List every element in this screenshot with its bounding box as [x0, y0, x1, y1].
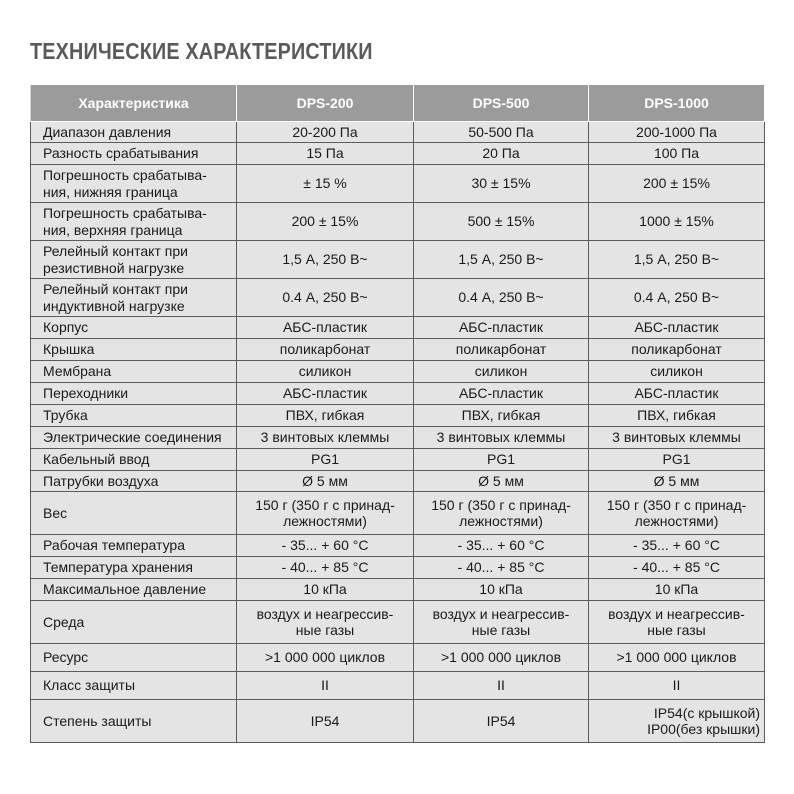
- row-value-dps-200: ± 15 %: [237, 165, 414, 203]
- table-row: [31, 122, 765, 143]
- row-label: Максимальное давление: [31, 579, 237, 601]
- row-value-dps-1000: Ø 5 мм: [589, 471, 765, 492]
- row-label: Степень защиты: [31, 700, 237, 743]
- row-label: Крышка: [31, 339, 237, 361]
- row-value-dps-1000: IP54(с крышкой) IP00(без крышки): [589, 700, 765, 743]
- table-row: [31, 165, 765, 203]
- row-label: Среда: [31, 601, 237, 644]
- row-value-dps-200: PG1: [237, 449, 414, 471]
- row-label: Корпус: [31, 317, 237, 339]
- row-value-dps-1000: АБС-пластик: [589, 383, 765, 405]
- row-label: Электрические соединения: [31, 427, 237, 449]
- row-label: Релейный контакт при резистивной нагрузке: [31, 241, 237, 279]
- row-value-dps-1000: - 40... + 85 °С: [589, 557, 765, 579]
- table-row: [31, 241, 765, 279]
- table-row: [31, 471, 765, 492]
- row-value-dps-200: АБС-пластик: [237, 383, 414, 405]
- row-value-dps-1000: 1,5 А, 250 В~: [589, 241, 765, 279]
- table-row: [31, 700, 765, 743]
- spec-table: [30, 84, 765, 743]
- table-row: [31, 535, 765, 557]
- row-label: Релейный контакт при индуктивной нагрузке: [31, 279, 237, 317]
- row-value-dps-1000: 0.4 А, 250 В~: [589, 279, 765, 317]
- row-value-dps-200: 15 Па: [237, 143, 414, 165]
- row-value-dps-500: 500 ± 15%: [414, 203, 589, 241]
- header-dps-1000: DPS-1000: [589, 85, 765, 122]
- row-value-dps-200: силикон: [237, 361, 414, 383]
- row-value-dps-1000: поликарбонат: [589, 339, 765, 361]
- row-label: Погрешность срабатыва- ния, нижняя граница: [31, 165, 237, 203]
- row-value-dps-200: II: [237, 672, 414, 700]
- table-row: [31, 672, 765, 700]
- row-label: Температура хранения: [31, 557, 237, 579]
- row-value-dps-500: 50-500 Па: [414, 122, 589, 143]
- row-value-dps-1000: силикон: [589, 361, 765, 383]
- row-label: Кабельный ввод: [31, 449, 237, 471]
- row-value-dps-1000: >1 000 000 циклов: [589, 644, 765, 672]
- row-value-dps-500: IP54: [414, 700, 589, 743]
- row-value-dps-1000: II: [589, 672, 765, 700]
- row-label: Диапазон давления: [31, 122, 237, 143]
- row-value-dps-500: поликарбонат: [414, 339, 589, 361]
- table-row: [31, 317, 765, 339]
- row-value-dps-200: 0.4 А, 250 В~: [237, 279, 414, 317]
- table-row: [31, 427, 765, 449]
- spec-table-body: [31, 122, 765, 743]
- row-value-dps-500: ПВХ, гибкая: [414, 405, 589, 427]
- row-value-dps-500: Ø 5 мм: [414, 471, 589, 492]
- table-row: [31, 405, 765, 427]
- page-title: ТЕХНИЧЕСКИЕ ХАРАКТЕРИСТИКИ: [30, 38, 373, 64]
- row-value-dps-500: 10 кПа: [414, 579, 589, 601]
- row-value-dps-200: Ø 5 мм: [237, 471, 414, 492]
- row-value-dps-500: АБС-пластик: [414, 317, 589, 339]
- row-value-dps-200: 1,5 А, 250 В~: [237, 241, 414, 279]
- row-value-dps-500: 3 винтовых клеммы: [414, 427, 589, 449]
- table-row: [31, 143, 765, 165]
- row-value-dps-500: воздух и неагрессив- ные газы: [414, 601, 589, 644]
- table-row: [31, 339, 765, 361]
- header-dps-500: DPS-500: [414, 85, 589, 122]
- table-row: [31, 203, 765, 241]
- row-value-dps-500: 0.4 А, 250 В~: [414, 279, 589, 317]
- row-value-dps-200: - 40... + 85 °С: [237, 557, 414, 579]
- row-value-dps-200: 3 винтовых клеммы: [237, 427, 414, 449]
- row-value-dps-1000: 10 кПа: [589, 579, 765, 601]
- row-value-dps-200: - 35... + 60 °С: [237, 535, 414, 557]
- row-value-dps-500: >1 000 000 циклов: [414, 644, 589, 672]
- row-label: Патрубки воздуха: [31, 471, 237, 492]
- table-row: [31, 383, 765, 405]
- table-row: [31, 492, 765, 535]
- row-label: Трубка: [31, 405, 237, 427]
- row-value-dps-500: 1,5 А, 250 В~: [414, 241, 589, 279]
- row-label: Класс защиты: [31, 672, 237, 700]
- row-value-dps-1000: воздух и неагрессив- ные газы: [589, 601, 765, 644]
- row-label: Погрешность срабатыва- ния, верхняя граница: [31, 203, 237, 241]
- header-dps-200: DPS-200: [237, 85, 414, 122]
- row-value-dps-1000: 200-1000 Па: [589, 122, 765, 143]
- row-value-dps-200: ПВХ, гибкая: [237, 405, 414, 427]
- row-value-dps-500: II: [414, 672, 589, 700]
- row-value-dps-200: поликарбонат: [237, 339, 414, 361]
- row-value-dps-200: >1 000 000 циклов: [237, 644, 414, 672]
- row-value-dps-500: 150 г (350 г с принад- лежностями): [414, 492, 589, 535]
- row-label: Переходники: [31, 383, 237, 405]
- table-row: [31, 579, 765, 601]
- row-value-dps-1000: 150 г (350 г с принад- лежностями): [589, 492, 765, 535]
- row-value-dps-1000: - 35... + 60 °С: [589, 535, 765, 557]
- table-row: [31, 601, 765, 644]
- row-value-dps-200: IP54: [237, 700, 414, 743]
- row-value-dps-1000: PG1: [589, 449, 765, 471]
- row-value-dps-500: 30 ± 15%: [414, 165, 589, 203]
- row-value-dps-200: воздух и неагрессив- ные газы: [237, 601, 414, 644]
- table-row: [31, 644, 765, 672]
- row-label: Разность срабатывания: [31, 143, 237, 165]
- row-value-dps-500: - 40... + 85 °С: [414, 557, 589, 579]
- row-value-dps-200: 20-200 Па: [237, 122, 414, 143]
- row-value-dps-1000: АБС-пластик: [589, 317, 765, 339]
- row-value-dps-200: 10 кПа: [237, 579, 414, 601]
- row-value-dps-1000: 200 ± 15%: [589, 165, 765, 203]
- row-value-dps-500: силикон: [414, 361, 589, 383]
- row-value-dps-200: 200 ± 15%: [237, 203, 414, 241]
- row-label: Мембрана: [31, 361, 237, 383]
- table-header-row: [31, 85, 765, 122]
- row-label: Ресурс: [31, 644, 237, 672]
- table-row: [31, 279, 765, 317]
- row-value-dps-200: 150 г (350 г с принад- лежностями): [237, 492, 414, 535]
- table-row: [31, 361, 765, 383]
- row-value-dps-1000: 1000 ± 15%: [589, 203, 765, 241]
- table-row: [31, 557, 765, 579]
- row-value-dps-500: АБС-пластик: [414, 383, 589, 405]
- row-label: Рабочая температура: [31, 535, 237, 557]
- row-value-dps-500: PG1: [414, 449, 589, 471]
- row-value-dps-1000: ПВХ, гибкая: [589, 405, 765, 427]
- row-value-dps-1000: 100 Па: [589, 143, 765, 165]
- header-characteristic: Характеристика: [31, 85, 237, 122]
- row-value-dps-200: АБС-пластик: [237, 317, 414, 339]
- row-value-dps-500: - 35... + 60 °С: [414, 535, 589, 557]
- row-label: Вес: [31, 492, 237, 535]
- table-row: [31, 449, 765, 471]
- row-value-dps-1000: 3 винтовых клеммы: [589, 427, 765, 449]
- row-value-dps-500: 20 Па: [414, 143, 589, 165]
